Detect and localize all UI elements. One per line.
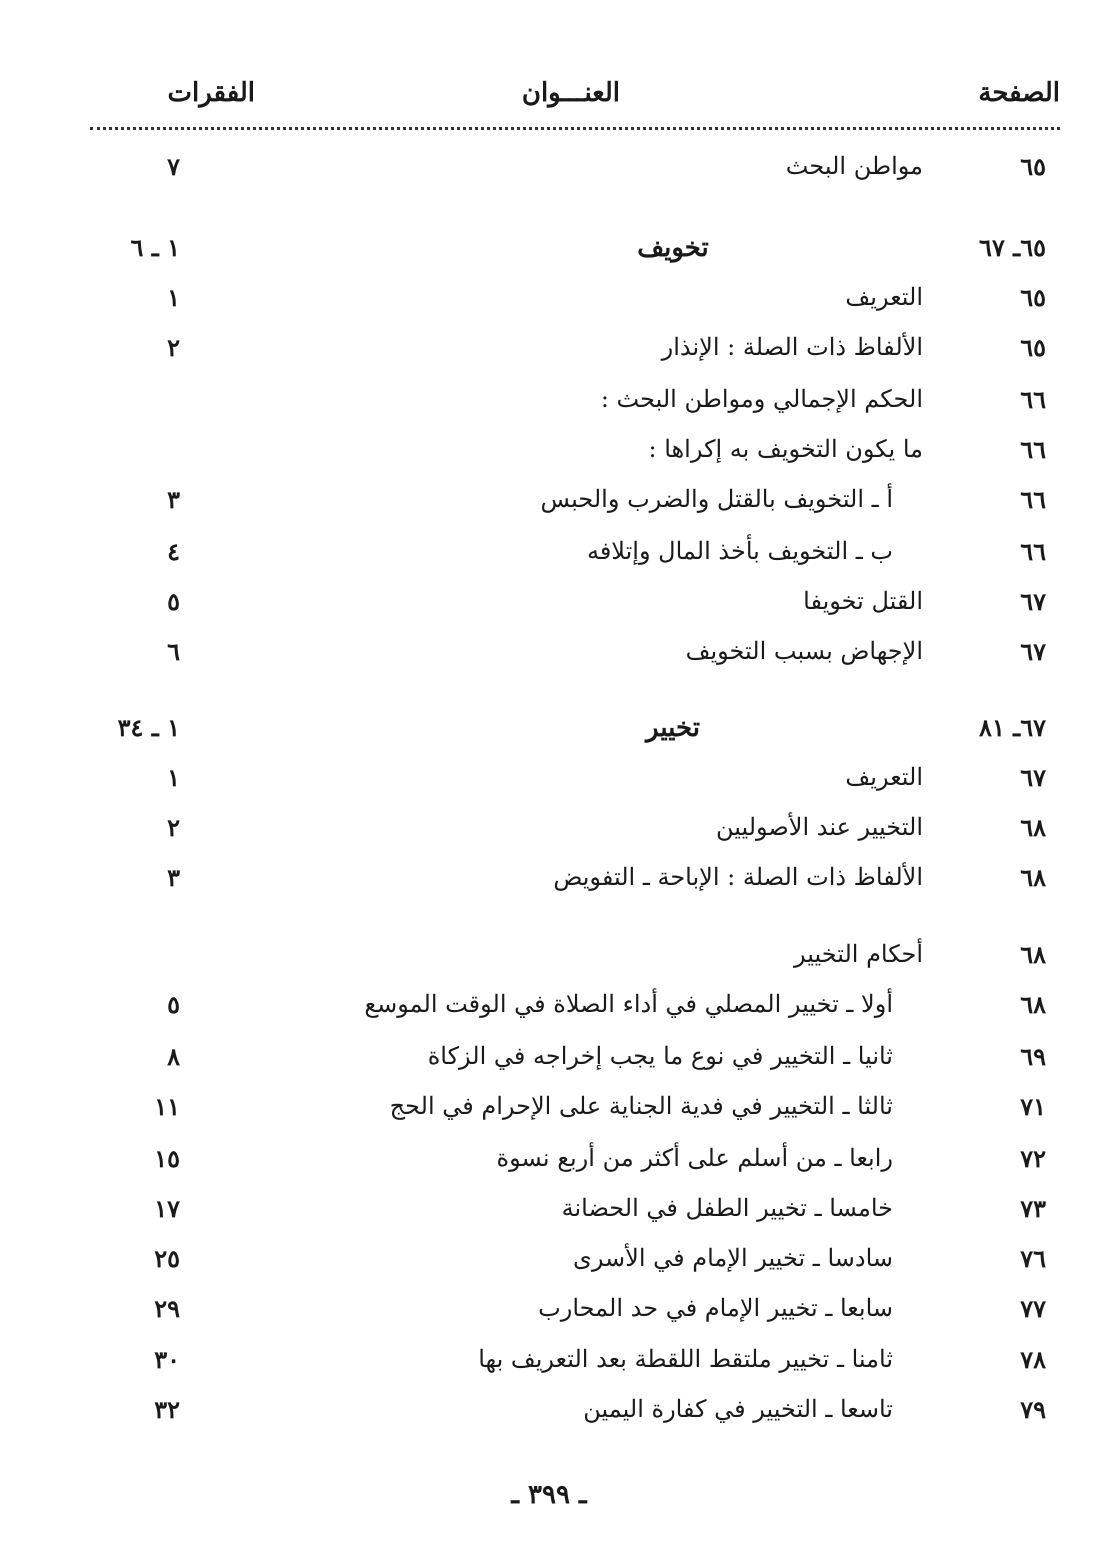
entry-title: ب ـ التخويف بأخذ المال وإتلافه	[586, 537, 893, 565]
entry-title: تاسعا ـ التخيير في كفارة اليمين	[583, 1395, 893, 1423]
paragraphs-cell: ٢	[167, 333, 180, 362]
entry-title: رابعا ـ من أسلم على أكثر من أربع نسوة	[496, 1144, 893, 1172]
paragraphs-cell: ٢	[167, 813, 180, 842]
page-number-cell: ٦٧	[1020, 587, 1046, 616]
page-number-cell: ٧٣	[1020, 1194, 1046, 1223]
paragraphs-cell: ٥	[167, 587, 180, 616]
entry-title: الألفاظ ذات الصلة : الإنذار	[661, 333, 923, 361]
index-row	[0, 637, 1098, 677]
page-number: ـ ٣٩٩ ـ	[511, 1480, 587, 1510]
paragraphs-cell: ١١	[154, 1092, 180, 1121]
entry-title: سادسا ـ تخيير الإمام في الأسرى	[573, 1244, 893, 1272]
page-number-cell: ٧٨	[1020, 1345, 1046, 1374]
page-column-header: الصفحة	[978, 78, 1060, 108]
entry-title: القتل تخويفا	[803, 587, 923, 615]
entry-title: ثالثا ـ التخيير في فدية الجناية على الإحرام في الحج	[389, 1092, 893, 1120]
entry-title: ثامنا ـ تخيير ملتقط اللقطة بعد التعريف بها	[478, 1345, 893, 1373]
paragraphs-cell: ٥	[167, 990, 180, 1019]
index-row	[0, 1092, 1098, 1132]
entry-title: سابعا ـ تخيير الإمام في حد المحارب	[538, 1294, 893, 1322]
section-heading-row	[0, 233, 1098, 273]
entry-title: خامسا ـ تخيير الطفل في الحضانة	[561, 1194, 893, 1222]
paragraphs-cell: ٢٩	[154, 1294, 180, 1323]
paragraphs-cell: ٣٠	[154, 1345, 180, 1374]
index-row	[0, 537, 1098, 577]
page-number-cell: ٦٨	[1020, 813, 1046, 842]
index-row	[0, 435, 1098, 475]
paragraphs-cell: ١ ـ ٣٤	[117, 713, 180, 742]
page-number-cell: ٦٧ـ ٨١	[979, 713, 1046, 742]
paragraphs-cell: ٢٥	[154, 1244, 180, 1273]
index-row	[0, 587, 1098, 627]
paragraphs-cell: ٣	[167, 485, 180, 514]
entry-title: التخيير عند الأصوليين	[715, 813, 923, 841]
page-number-cell: ٧٩	[1020, 1395, 1046, 1424]
page-number-cell: ٧١	[1020, 1092, 1046, 1121]
index-row	[0, 763, 1098, 803]
paragraphs-cell: ٣٢	[154, 1395, 180, 1424]
entry-title: أ ـ التخويف بالقتل والضرب والحبس	[540, 485, 893, 513]
entry-title: أحكام التخيير	[794, 940, 923, 968]
paragraphs-cell: ٤	[167, 537, 180, 566]
page-number-cell: ٦٩	[1020, 1042, 1046, 1071]
index-row	[0, 1194, 1098, 1234]
index-row	[0, 1042, 1098, 1082]
entry-title: التعريف	[845, 283, 923, 311]
page-number-cell: ٦٦	[1020, 537, 1046, 566]
section-title: تخويف	[637, 233, 709, 263]
page-number-cell: ٦٦	[1020, 435, 1046, 464]
entry-title: الألفاظ ذات الصلة : الإباحة ـ التفويض	[553, 863, 923, 891]
paragraphs-cell: ١ ـ ٦	[130, 233, 180, 262]
page-number-cell: ٦٥	[1020, 333, 1046, 362]
page-number-cell: ٦٥ـ ٦٧	[979, 233, 1046, 262]
index-row	[0, 863, 1098, 903]
entry-title: التعريف	[845, 763, 923, 791]
section-heading-row	[0, 713, 1098, 753]
page-number-cell: ٦٦	[1020, 485, 1046, 514]
index-row	[0, 1294, 1098, 1334]
page-number-cell: ٦٨	[1020, 863, 1046, 892]
index-row	[0, 813, 1098, 853]
index-row	[0, 152, 1098, 192]
entry-title: الحكم الإجمالي ومواطن البحث :	[600, 385, 923, 413]
paragraphs-cell: ٣	[167, 863, 180, 892]
paragraphs-column-header: الفقرات	[167, 78, 255, 108]
index-row	[0, 385, 1098, 425]
index-row	[0, 940, 1098, 980]
page-number-cell: ٦٧	[1020, 763, 1046, 792]
index-row	[0, 283, 1098, 323]
page-number-cell: ٧٦	[1020, 1244, 1046, 1273]
entry-title: ما يكون التخويف به إكراها :	[648, 435, 923, 463]
page-number-cell: ٦٨	[1020, 990, 1046, 1019]
page-number-cell: ٦٥	[1020, 152, 1046, 181]
paragraphs-cell: ١	[167, 283, 180, 312]
entry-title: الإجهاض بسبب التخويف	[685, 637, 923, 665]
page-number-cell: ٧٢	[1020, 1144, 1046, 1173]
index-row	[0, 990, 1098, 1030]
page-number-cell: ٦٨	[1020, 940, 1046, 969]
entry-title: أولا ـ تخيير المصلي في أداء الصلاة في الوقت الموسع	[364, 990, 893, 1018]
paragraphs-cell: ٨	[167, 1042, 180, 1071]
paragraphs-cell: ٦	[167, 637, 180, 666]
paragraphs-cell: ١٧	[154, 1194, 180, 1223]
entry-title: مواطن البحث	[785, 152, 923, 180]
paragraphs-cell: ٧	[167, 152, 180, 181]
paragraphs-cell: ١٥	[154, 1144, 180, 1173]
page-number-cell: ٦٦	[1020, 385, 1046, 414]
entry-title: ثانيا ـ التخيير في نوع ما يجب إخراجه في الزكاة	[427, 1042, 893, 1070]
index-row	[0, 1244, 1098, 1284]
index-row	[0, 485, 1098, 525]
index-row	[0, 1144, 1098, 1184]
index-row	[0, 1395, 1098, 1435]
index-row	[0, 333, 1098, 373]
title-column-header: العنـــوان	[521, 78, 620, 108]
page-number-cell: ٧٧	[1020, 1294, 1046, 1323]
section-title: تخيير	[645, 713, 701, 743]
index-row	[0, 1345, 1098, 1385]
page-number-cell: ٦٧	[1020, 637, 1046, 666]
page-number-cell: ٦٥	[1020, 283, 1046, 312]
paragraphs-cell: ١	[167, 763, 180, 792]
